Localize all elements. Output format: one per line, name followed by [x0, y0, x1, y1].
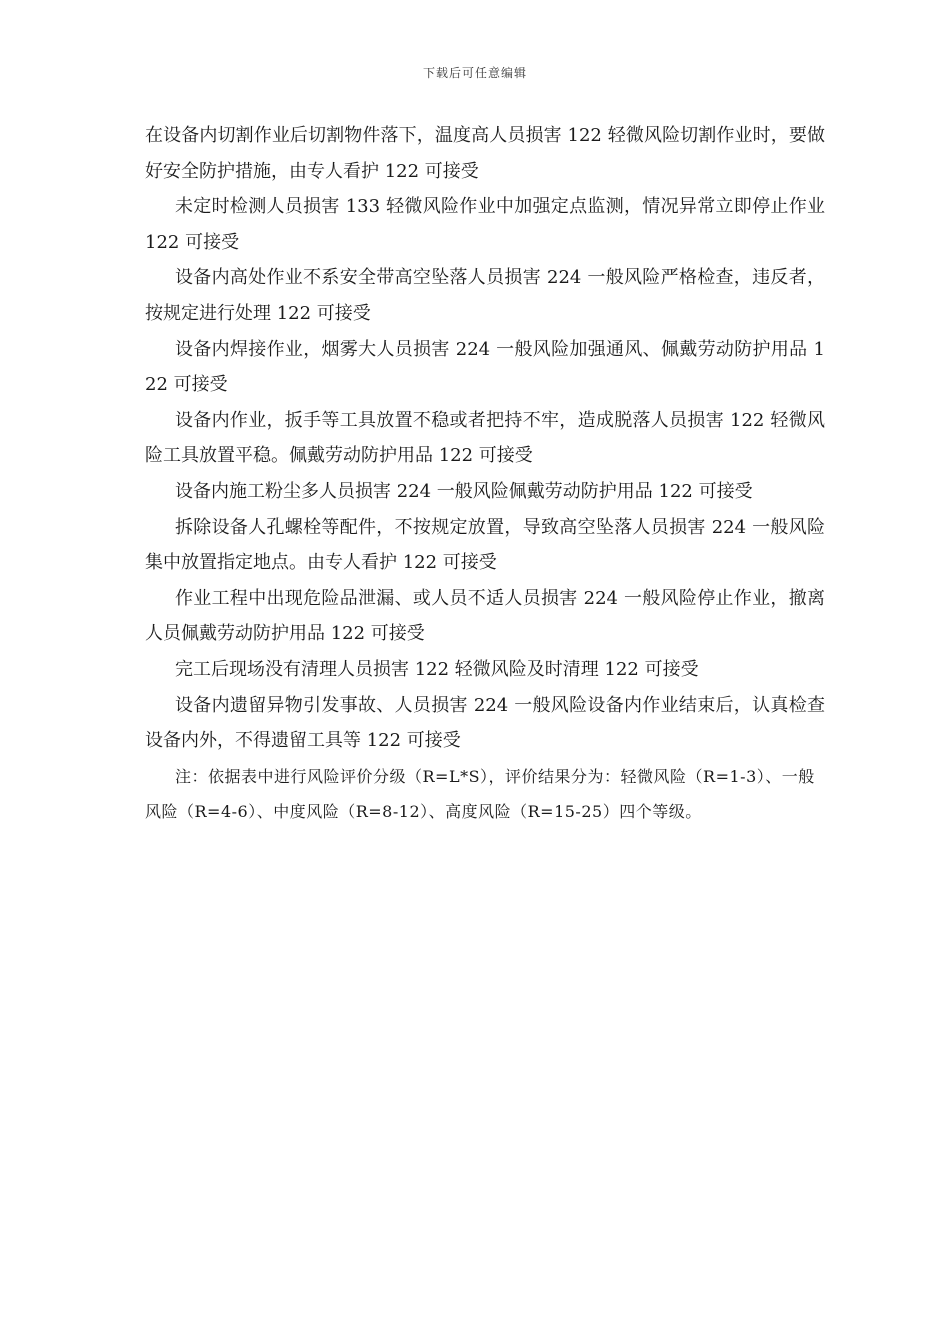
paragraph-3: 设备内高处作业不系安全带高空坠落人员损害 224 一般风险严格检查，违反者，按规定进行处理 122 可接受 — [145, 267, 825, 324]
paragraph-5: 设备内作业，扳手等工具放置不稳或者把持不牢，造成脱落人员损害 122 轻微风险工具放置平稳。佩戴劳动防护用品 122 可接受 — [145, 409, 825, 467]
paragraph-9: 完工后现场没有清理人员损害 122 轻微风险及时清理 122 可接受 — [175, 658, 699, 680]
document-body — [145, 118, 825, 830]
paragraph-1: 在设备内切割作业后切割物件落下，温度高人员损害 122 轻微风险切割作业时，要做好安全防护措施，由专人看护 122 可接受 — [145, 125, 825, 182]
risk-grading-note: 注：依据表中进行风险评价分级（R=L*S），评价结果分为：轻微风险（R=1-3）、一般风险（R=4-6）、中度风险（R=8-12）、高度风险（R=15-25）四个等级。 — [145, 766, 815, 822]
paragraph-8: 作业工程中出现危险品泄漏、或人员不适人员损害 224 一般风险停止作业，撤离人员佩戴劳动防护用品 122 可接受 — [145, 587, 825, 645]
paragraph-4: 设备内焊接作业，烟雾大人员损害 224 一般风险加强通风、佩戴劳动防护用品 122 可接受 — [145, 338, 825, 396]
paragraph-2: 未定时检测人员损害 133 轻微风险作业中加强定点监测，情况异常立即停止作业 122 可接受 — [145, 196, 825, 253]
paragraph-6: 设备内施工粉尘多人员损害 224 一般风险佩戴劳动防护用品 122 可接受 — [175, 480, 753, 502]
paragraph-7: 拆除设备人孔螺栓等配件，不按规定放置，导致高空坠落人员损害 224 一般风险集中放置指定地点。由专人看护 122 可接受 — [145, 516, 825, 574]
page-header: 下载后可任意编辑 — [422, 66, 527, 80]
paragraph-10: 设备内遗留异物引发事故、人员损害 224 一般风险设备内作业结束后，认真检查设备内外，不得遗留工具等 122 可接受 — [145, 694, 825, 752]
